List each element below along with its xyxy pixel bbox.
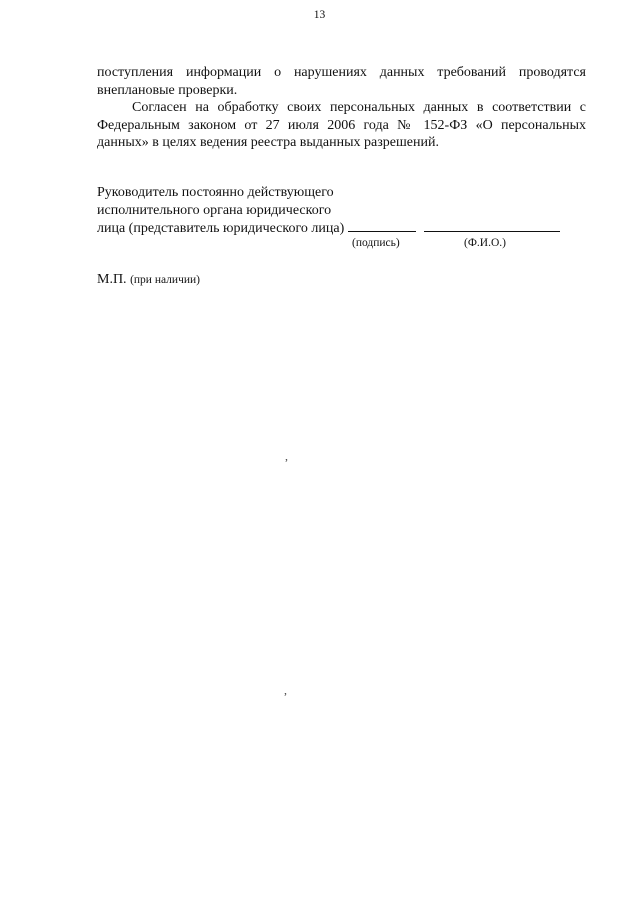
full-name-caption: (Ф.И.О.) <box>464 237 506 249</box>
paragraph-inspections: поступления информации о нарушениях данных требований проводятся внеплановые проверки. <box>97 65 586 98</box>
signature-blank <box>348 219 416 232</box>
stamp-placeholder <box>97 272 200 288</box>
stamp-label: М.П. <box>97 272 127 287</box>
scan-speck: , <box>284 683 287 697</box>
signatory-line-3 <box>97 219 586 238</box>
signatory-line-1: Руководитель постоянно действующего <box>97 185 334 200</box>
signature-caption: (подпись) <box>352 237 400 249</box>
stamp-note: (при наличии) <box>130 274 201 286</box>
signatory-line-3-text: лица (представитель юридического лица) <box>97 221 345 236</box>
page-number: 13 <box>313 9 326 21</box>
paragraph-consent: Согласен на обработку своих персональных данных в соответствии с Федеральным законом от 27 июля 2006 года № 152-ФЗ «О персональных данных» в целях ведения реестра выданных разрешений. <box>97 100 586 150</box>
signature-block <box>97 184 586 238</box>
scan-speck: , <box>285 449 288 463</box>
full-name-blank <box>424 219 560 232</box>
signatory-line-2: исполнительного органа юридического <box>97 202 332 218</box>
body-text <box>97 64 586 152</box>
